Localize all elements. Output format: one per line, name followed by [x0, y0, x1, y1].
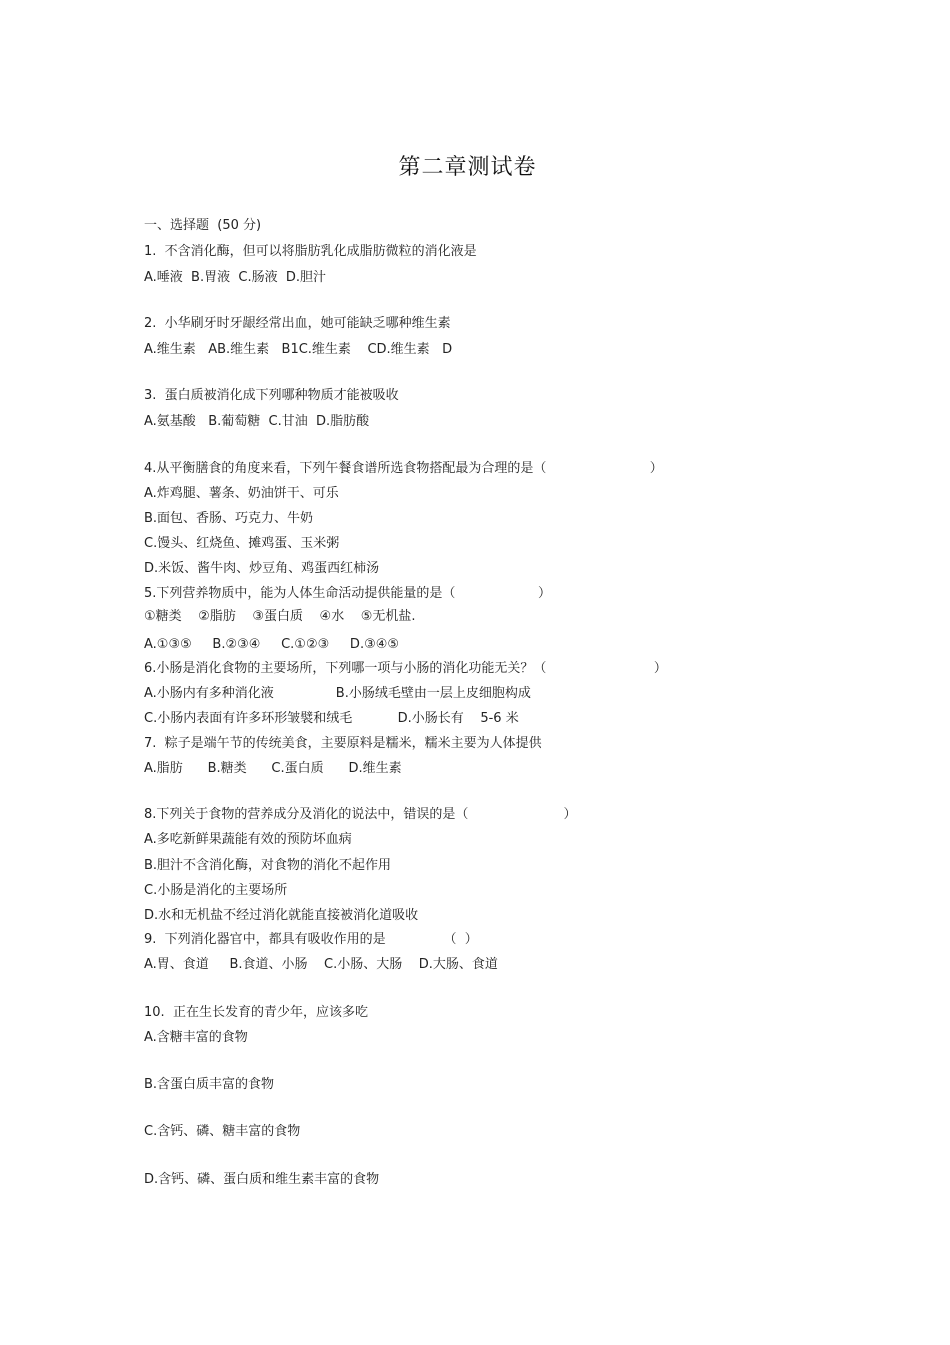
items-5: ①糖类 ②脂肪 ③蛋白质 ④水 ⑤无机盐.	[144, 609, 416, 624]
question-5: 5.下列营养物质中，能为人体生命活动提供能量的是（ ）	[144, 586, 552, 601]
section-heading: 一、选择题 (50 分)	[144, 218, 262, 233]
question-9: 9. 下列消化器官中，都具有吸收作用的是 （ ）	[144, 932, 478, 947]
option-10c: C.含钙、磷、糖丰富的食物	[144, 1124, 301, 1139]
question-3: 3. 蛋白质被消化成下列哪种物质才能被吸收	[144, 388, 399, 403]
question-2: 2. 小华刷牙时牙龈经常出血，她可能缺乏哪种维生素	[144, 316, 451, 331]
question-1: 1. 不含消化酶，但可以将脂肪乳化成脂肪微粒的消化液是	[144, 244, 477, 259]
options-2: A.维生素 AB.维生素 B1C.维生素 CD.维生素 D	[144, 342, 453, 357]
page-title: 第二章测试卷	[398, 155, 537, 180]
options-9: A.胃、食道 B.食道、小肠 C.小肠、大肠 D.大肠、食道	[144, 957, 498, 972]
option-8d: D.水和无机盐不经过消化就能直接被消化道吸收	[144, 908, 419, 923]
option-4b: B.面包、香肠、巧克力、牛奶	[144, 511, 314, 526]
option-4c: C.馒头、红烧鱼、摊鸡蛋、玉米粥	[144, 536, 340, 551]
question-6: 6.小肠是消化食物的主要场所，下列哪一项与小肠的消化功能无关？（ ）	[144, 661, 667, 676]
options-1: A.唾液 B.胃液 C.肠液 D.胆汁	[144, 270, 326, 285]
question-10: 10. 正在生长发育的青少年，应该多吃	[144, 1005, 368, 1020]
option-4d: D.米饭、酱牛肉、炒豆角、鸡蛋西红柿汤	[144, 561, 380, 576]
option-8b: B.胆汁不含消化酶，对食物的消化不起作用	[144, 858, 392, 873]
option-10b: B.含蛋白质丰富的食物	[144, 1077, 275, 1092]
options-6cd: C.小肠内表面有许多环形皱襞和绒毛 D.小肠长有 5-6 米	[144, 711, 519, 726]
option-8a: A.多吃新鲜果蔬能有效的预防坏血病	[144, 832, 352, 847]
options-6ab: A.小肠内有多种消化液 B.小肠绒毛壁由一层上皮细胞构成	[144, 686, 531, 701]
options-7: A.脂肪 B.糖类 C.蛋白质 D.维生素	[144, 761, 402, 776]
options-3: A.氨基酸 B.葡萄糖 C.甘油 D.脂肪酸	[144, 414, 370, 429]
option-10a: A.含糖丰富的食物	[144, 1030, 248, 1045]
question-8: 8.下列关于食物的营养成分及消化的说法中，错误的是（ ）	[144, 807, 577, 822]
options-5: A.①③⑤ B.②③④ C.①②③ D.③④⑤	[144, 637, 400, 652]
option-10d: D.含钙、磷、蛋白质和维生素丰富的食物	[144, 1172, 380, 1187]
question-7: 7. 粽子是端午节的传统美食，主要原料是糯米，糯米主要为人体提供	[144, 736, 542, 751]
question-4: 4.从平衡膳食的角度来看，下列午餐食谱所选食物搭配最为合理的是（ ）	[144, 461, 663, 476]
option-8c: C.小肠是消化的主要场所	[144, 883, 288, 898]
option-4a: A.炸鸡腿、薯条、奶油饼干、可乐	[144, 486, 339, 501]
